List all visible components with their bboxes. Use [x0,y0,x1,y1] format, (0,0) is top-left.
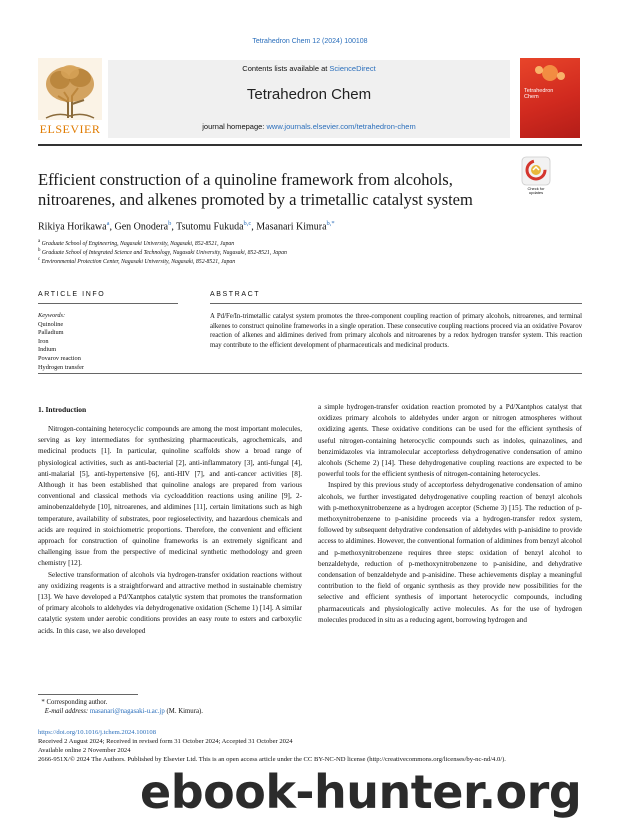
article-info-rule [38,303,178,304]
email-label: E-mail address: [44,708,90,715]
article-info-heading: ARTICLE INFO [38,291,106,298]
check-updates-line-2: updates [528,190,544,196]
check-for-updates-icon[interactable] [521,156,551,186]
email-line [38,707,438,716]
affiliation-a [38,239,582,247]
elsevier-wordmark: ELSEVIER [39,122,101,136]
footnote-rule [38,694,138,695]
section-title-introduction: 1. Introduction [38,405,87,414]
header-rule [38,144,582,146]
affil-text: Graduate School of Engineering, Nagasaki University, Nagasaki, 852-8521, Japan [41,240,235,247]
cover-molecule-icon [530,62,570,84]
affil-sup: b [38,248,41,253]
keywords-block [38,312,198,372]
author-name[interactable]: Tsutomu Fukuda [176,221,244,233]
homepage-prefix: journal homepage: [202,122,267,131]
contents-line [108,64,510,73]
author-separator: , [251,221,257,233]
affiliation-b [38,248,582,256]
keyword-item: Indium [38,346,57,354]
body-paragraph: Selective transformation of alcohols via hydrogen-transfer oxidation reactions without any oxidizing reagents is a straightforward and attractive method in sustainable chemistry [13]. We have developed a Pd/Xantphos catalytic system that promotes the transformation of primary alcohols to aldehydes via dehydrogenative oxidation (Scheme 1) [14]. A similar catalytic system under aerobic conditions provides an easy route to esters and carboxylic acids. In this case, we also developed [38,570,302,635]
keyword-item: Iron [38,337,49,345]
keyword-item: Quinoline [38,320,64,328]
article-title: Efficient construction of a quinoline framework from alcohols, nitroarenes, and alkenes promoted by a trimetallic catalyst system [38,170,473,209]
cover-title-line-1: Tetrahedron [524,88,554,94]
abstract-text: A Pd/Fe/In-trimetallic catalyst system promotes the three-component coupling reaction of primary alcohols, nitroarenes, and terminal alkenes to construct quinoline frameworks in a single operation. These consecutive coupling reactions proceed via an oxidative Povarov reaction of alkenes and aldimines derived from primary alcohols and nitroarenes by a redox hydrogen transfer system. This reaction may contribute to the efficient development of pharmaceuticals and medicinal products. [210,313,582,349]
body-paragraph: a simple hydrogen-transfer oxidation reaction promoted by a Pd/Xantphos catalyst that oxidizes primary alcohols to aldehydes under argon or nitrogen atmospheres without oxidizing agents. These oxidative conditions can be used for the efficient synthesis of useful nitrogen-containing heterocyclic compounds such as indoles, quinazolines, and benzimidazoles via intramolecular acceptorless dehydrogenative condensation of amino alcohols (Scheme 2) [14]. These dehydrogenative coupling reactions are expected to be powerful tools for the efficient synthesis of nitrogen-containing heterocycles. [318,403,582,479]
email-suffix: (M. Kimura). [164,708,203,715]
cover-title-line-2: Chem [524,94,539,101]
affil-sup: a [38,239,41,244]
author-name[interactable]: Masanari Kimura [256,221,327,233]
keyword-item: Hydrogen transfer [38,363,84,371]
check-for-updates-label[interactable] [512,187,560,196]
doi-link[interactable]: https://doi.org/10.1016/j.tchem.2024.100108 [38,729,157,736]
affil-text: Graduate School of Integrated Science and Technology, Nagasaki University, Nagasaki, 852-8521, Japan [41,249,287,256]
abstract-bottom-rule [38,373,582,374]
author-name[interactable]: Gen Onodera [114,221,169,233]
watermark-text: ebook-hunter.org [140,765,582,819]
author-affil-sup[interactable]: b,* [326,220,335,227]
author-separator: , [109,221,115,233]
cover-title [524,88,553,101]
author-name[interactable]: Rikiya Horikawa [38,221,107,233]
affil-sup: c [38,257,41,262]
journal-title: Tetrahedron Chem [246,86,372,103]
abstract-heading: ABSTRACT [210,291,261,298]
front-matter-footer [38,728,582,764]
abstract-rule [210,303,582,304]
author-list [38,220,582,232]
check-updates-line-1: Check for [527,186,545,191]
homepage-link[interactable]: www.journals.elsevier.com/tetrahedron-chem [266,122,416,131]
email-link[interactable]: masanari@nagasaki-u.ac.jp [89,708,165,715]
corresponding-line: * Corresponding author. [38,699,108,706]
keywords-label: Keywords: [38,312,66,319]
corresponding-label: Corresponding author. [46,699,108,706]
author-affil-sup[interactable]: b [168,220,172,227]
author-affil-sup[interactable]: b,c [243,220,252,227]
body-paragraph: Inspired by this previous study of acceptorless dehydrogenative condensation of amino alcohols, we further investigated dehydrogenative coupling reaction of benzyl alcohols with p-methoxynitrobenzene as a hydrogen acceptor (Scheme 3) [15]. The reduction of p-methoxynitrobenzene to p-anisidine proceeds via a hydrogen-transfer redox system, followed by subsequent dehydrative condensation of aldehydes with p-anisidine to provide access to aldimines. However, the conventional formation of aldimines from benzyl alcohol and p-methoxynitrobenzene requires three steps: oxidation of benzyl alcohol to benzaldehyde, reduction of p-methoxynitrobenzene to p-anisidine, and dehydrative condensation of benzaldehyde and p-anisidine. These achievements display a meaningful contribution to the field of organic synthesis as they provide new possibilities for the selective and efficient synthesis of important heterocyclic compounds, including pharmaceuticals and physiologically active molecules. As for the use of hydrogen molecules produced in situ as a reducing agent, borrowing hydrogen and [318,481,582,624]
keyword-item: Povarov reaction [38,354,81,362]
available-online: Available online 2 November 2024 [38,747,131,754]
author-affil-sup[interactable]: a [106,220,110,227]
author-separator: , [171,221,177,233]
keyword-item: Palladium [38,329,64,337]
corresponding-author-footnote [38,698,438,716]
affil-text: Environmental Protection Center, Nagasaki University, Nagasaki, 852-8521, Japan [41,258,236,265]
journal-cover [520,58,580,138]
homepage-line [108,122,510,131]
body-column-right [318,402,582,626]
affiliation-c [38,257,582,265]
sciencedirect-link[interactable]: ScienceDirect [329,64,376,73]
body-paragraph: Nitrogen-containing heterocyclic compounds are among the most important molecules, serving as key intermediates for synthesizing pharmaceuticals, agrochemicals, and medicinal products [1]. In particular, quinoline scaffolds show a broad range of physiological activities, such as anti-bacterial [2], anti-inflammatory [3], anti-fungal [4], anti-malarial [5], anti-hypertensive [6], anti-HIV [7], and anti-cancer activities [8]. Although it has been established that quinoline analogs are prepared from various conventional and classical methods via cycloaddition reactions using aniline [9], 2-aminobenzaldehyde [10], nitroarenes, and aldimines [11], certain limitations such as high temperature, availability of substrates, poor regioselectivity, and hazardous chemicals and acids are required in stoichiometric proportions. Therefore, the convenient and efficient approach for construction of quinoline frameworks is an extremely significant and challenging issue from the perspective of medicinal synthetic methodology and green chemistry [12]. [38,425,302,568]
license-text: 2666-951X/© 2024 The Authors. Published by Elsevier Ltd. This is an open access article under the CC BY-NC-ND license (http://creativecommons.org/licenses/by-nc-nd/4.0/). [38,756,506,763]
body-column-left [38,424,302,637]
contents-prefix: Contents lists available at [242,64,330,73]
received-dates: Received 2 August 2024; Received in revised form 31 October 2024; Accepted 31 October 2024 [38,738,293,745]
journal-reference[interactable]: Tetrahedron Chem 12 (2024) 100108 [252,38,368,45]
